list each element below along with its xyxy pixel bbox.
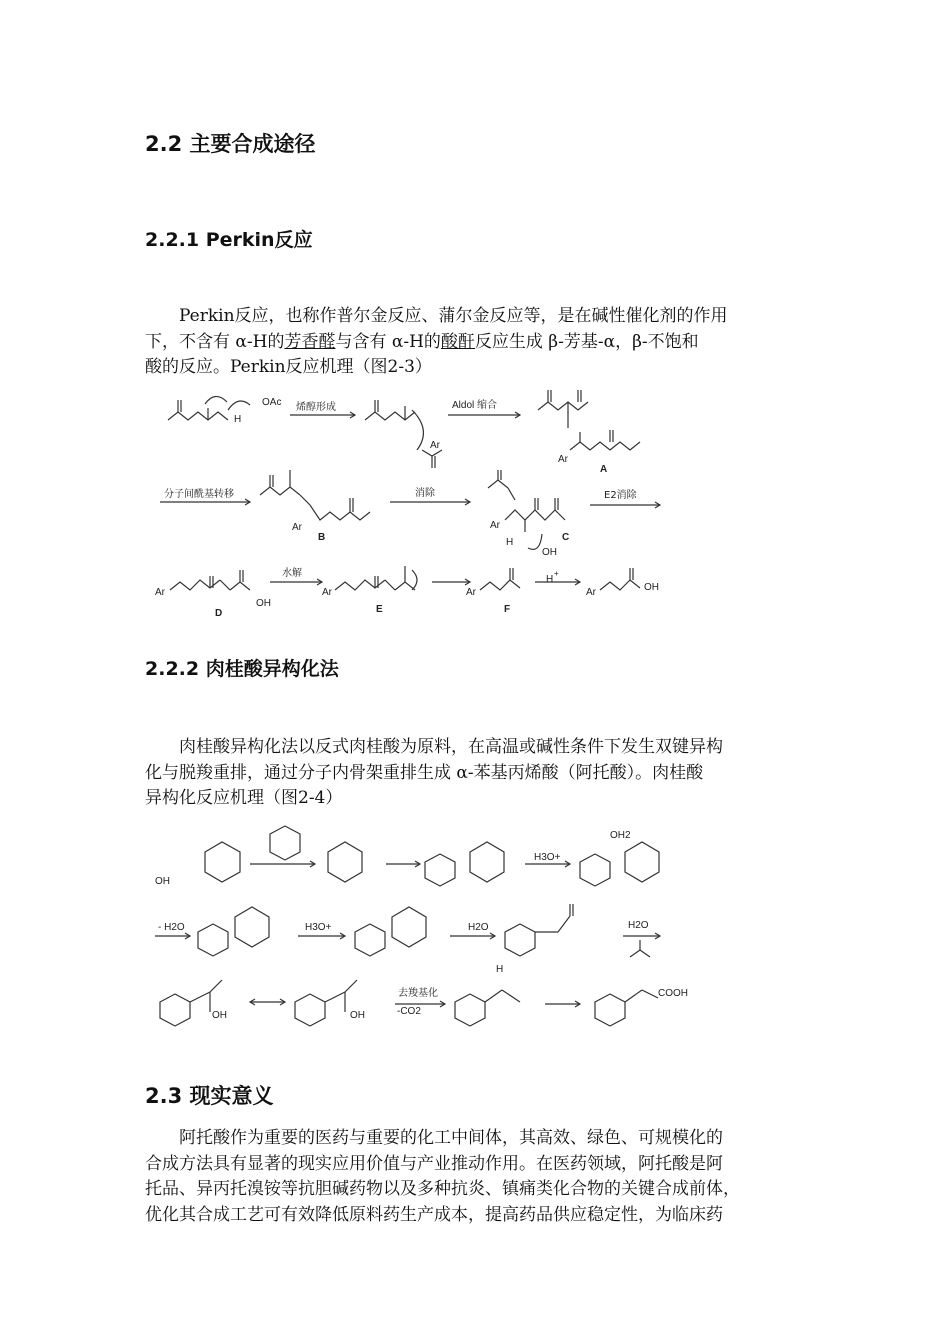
arrow-label-hydrolysis: 水解	[282, 568, 302, 579]
atom-label-oh: OH	[155, 876, 170, 887]
atom-label-oh: OH	[212, 1010, 227, 1021]
paragraph-line: 优化其合成工艺可有效降低原料药生产成本，提高药品供应稳定性，为临床药	[145, 1204, 723, 1225]
atom-label-oh: OH	[644, 582, 659, 593]
section-heading-2-2-2: 2.2.2 肉桂酸异构化法	[145, 658, 339, 680]
text-run: 反应生成 β-芳基-α，β-不饱和	[474, 331, 699, 352]
atom-label-ar: Ar	[322, 587, 332, 598]
atom-label-ar: Ar	[466, 587, 476, 598]
reagent-label-minus-h2o: - H2O	[158, 922, 185, 933]
link-aromatic-aldehyde[interactable]: 芳香醛	[284, 331, 336, 352]
atom-label-oh: OH	[350, 1010, 365, 1021]
atom-label-ar: Ar	[430, 440, 440, 451]
reagent-label-decarboxylation: 去羧基化	[398, 988, 438, 999]
atom-label-oh: OH	[256, 598, 271, 609]
reagent-label-h2o: H2O	[628, 920, 649, 931]
atom-label-ar: Ar	[292, 522, 302, 533]
section-heading-2-2-1: 2.2.1 Perkin反应	[145, 229, 313, 251]
compound-label-c: C	[562, 532, 570, 543]
arrow-label-acyl-transfer: 分子间酰基转移	[164, 489, 234, 500]
paragraph-line: 异构化反应机理（图2-4）	[145, 788, 343, 808]
section-heading-2-2: 2.2 主要合成途径	[145, 132, 316, 156]
reagent-label-h3o: H3O+	[305, 922, 332, 933]
paragraph-line: 酸的反应。Perkin反应机理（图2-3）	[145, 357, 432, 377]
atom-label-ar: Ar	[558, 454, 568, 465]
reagent-label-minus-co2: -CO2	[397, 1006, 421, 1017]
arrow-label-aldol: Aldol 缩合	[452, 400, 498, 411]
arrow-label-e2: E2消除	[604, 490, 637, 501]
paragraph-line: 阿托酸作为重要的医药与重要的化工中间体，其高效、绿色、可规模化的	[179, 1128, 723, 1148]
atom-label-ar: Ar	[155, 587, 165, 598]
atom-label-ar: Ar	[490, 520, 500, 531]
compound-label-f: F	[504, 604, 511, 615]
atom-label-h-plus: H	[546, 574, 554, 585]
paragraph-line: Perkin反应，也称作普尔金反应、蒲尔金反应等，是在碱性催化剂的作用	[179, 306, 728, 326]
paragraph-significance	[145, 1126, 805, 1228]
paragraph-line: 合成方法具有显著的现实应用价值与产业推动作用。在医药领域，阿托酸是阿	[145, 1153, 723, 1174]
compound-label-b: B	[318, 532, 326, 543]
arrow-label-enol-formation: 烯醇形成	[296, 402, 336, 413]
perkin-mechanism-figure	[150, 380, 690, 620]
compound-label-e: E	[376, 604, 383, 615]
atom-label-oh: OH	[542, 547, 557, 558]
reagent-label-h3o: H3O+	[534, 852, 561, 863]
paragraph-line	[145, 330, 805, 356]
atom-label-ar: Ar	[586, 587, 596, 598]
atom-label-plus: +	[554, 569, 559, 578]
atom-label-h: H	[496, 964, 504, 975]
section-heading-2-3: 2.3 现实意义	[145, 1084, 274, 1108]
group-label-cooh: COOH	[658, 988, 688, 999]
reagent-label-h2o: H2O	[468, 922, 489, 933]
atom-label-oac: OAc	[262, 397, 282, 408]
atom-label-h: H	[234, 414, 242, 425]
paragraph-line: 化与脱羧重排，通过分子内骨架重排生成 α-苯基丙烯酸（阿托酸）。肉桂酸	[145, 762, 704, 783]
paragraph-perkin	[145, 304, 805, 381]
arrow-label-elimination: 消除	[415, 488, 435, 499]
link-anhydride[interactable]: 酸酐	[440, 331, 475, 352]
compound-label-a: A	[600, 464, 608, 475]
atom-label-h: H	[506, 537, 514, 548]
compound-label-d: D	[215, 608, 223, 619]
isomerization-mechanism-figure	[150, 812, 690, 1032]
paragraph-line: 肉桂酸异构化法以反式肉桂酸为原料，在高温或碱性条件下发生双键异构	[179, 737, 723, 757]
text-run: 与含有 α-H的	[335, 331, 441, 352]
paragraph-line: 托品、异丙托溴铵等抗胆碱药物以及多种抗炎、镇痛类化合物的关键合成前体，	[145, 1179, 740, 1199]
paragraph-isomerization	[145, 735, 805, 812]
atom-label-oh2: OH2	[610, 830, 631, 841]
text-run: 下，不含有 α-H的	[145, 331, 285, 352]
